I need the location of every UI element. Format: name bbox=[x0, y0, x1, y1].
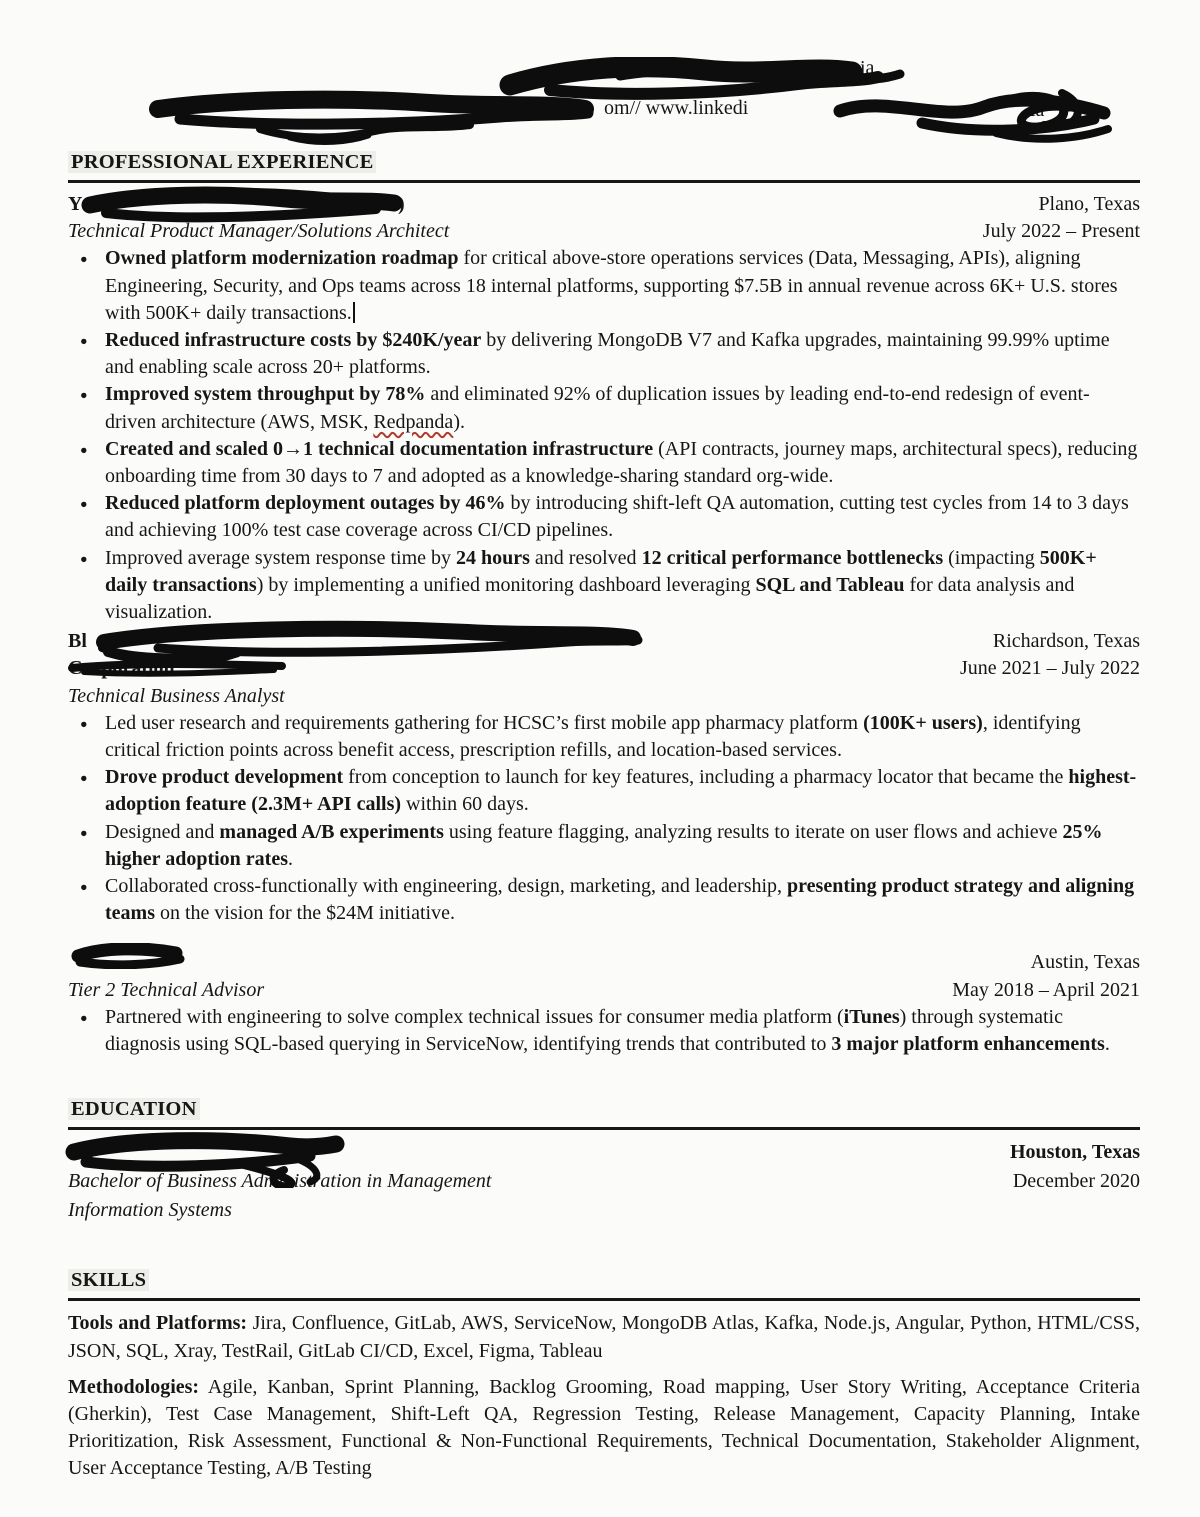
job1-company bbox=[68, 191, 405, 218]
text-segment: from conception to launch for key features, including a pharmacy locator that became the bbox=[343, 766, 1069, 789]
methodologies-paragraph bbox=[68, 1374, 1140, 1483]
bullet-item bbox=[68, 381, 1140, 435]
text-segment: (impacting bbox=[943, 546, 1040, 569]
resume-header bbox=[68, 55, 1140, 151]
education-date: December 2020 bbox=[1012, 1170, 1140, 1193]
text-segment: on the vision for the $24M initiative. bbox=[154, 902, 455, 925]
tools-list: Jira, Confluence, GitLab, AWS, ServiceNow, MongoDB Atlas, Kafka, Node.js, Angular, Python, HTML/CSS, JSON, SQL, Xray, TestRail, GitLab CI/CD, Excel, Figma, Tableau bbox=[68, 1312, 1140, 1362]
job2-location: Richardson, Texas bbox=[992, 630, 1140, 653]
job2-title-row bbox=[68, 683, 1140, 710]
job3-title: Tier 2 Technical Advisor bbox=[68, 978, 265, 1001]
bullet-item bbox=[68, 327, 1140, 381]
job1-title-row bbox=[68, 218, 1140, 245]
job1-title: Technical Product Manager/Solutions Architect bbox=[68, 220, 450, 243]
name-fragment: ia bbox=[860, 57, 875, 79]
text-segment: Designed and bbox=[105, 820, 220, 843]
text-segment: and eliminated 92% of duplication issues by leading end-to-end redesign of event-driven architecture (AWS, MSK, bbox=[105, 383, 1090, 433]
job2-dates: June 2021 – July 2022 bbox=[960, 657, 1140, 680]
degree-row bbox=[68, 1167, 1140, 1196]
bullet-item bbox=[68, 490, 1140, 544]
job3-bullets bbox=[68, 1004, 1140, 1058]
school-name bbox=[68, 1138, 368, 1167]
text-segment: Collaborated cross-functionally with engineering, design, marketing, and leadership, bbox=[105, 875, 788, 898]
degree-line2: Information Systems bbox=[68, 1199, 232, 1222]
text-segment: highest-adoption feature (2.3M+ API calls) bbox=[105, 766, 1137, 816]
contact-visible-text: om// www.linkedi bbox=[604, 97, 749, 119]
education-location: Houston, Texas bbox=[1009, 1141, 1140, 1164]
methodologies-label: Methodologies: bbox=[68, 1375, 200, 1398]
bullet-item bbox=[68, 873, 1140, 927]
text-segment: , identifying critical friction points across benefit access, prescription refills, and location-based services. bbox=[105, 711, 1081, 762]
text-segment: using feature flagging, analyzing results to iterate on user flows and achieve bbox=[443, 820, 1063, 843]
text-segment: . bbox=[1104, 1033, 1110, 1056]
text-segment: 24 hours bbox=[456, 546, 530, 569]
text-segment: Created and scaled 0→1 technical documentation infrastructure bbox=[105, 437, 654, 460]
job1-location: Plano, Texas bbox=[1038, 193, 1140, 215]
bullet-item bbox=[68, 710, 1140, 764]
school-fragment: Un bbox=[68, 1141, 94, 1164]
methodologies-list: Agile, Kanban, Sprint Planning, Backlog Grooming, Road mapping, User Story Writing, Acceptance Criteria (Gherkin), Test Case Management, Shift-Left QA, Regression Testing, Release Management, Capacity Planning, Intake Prioritization, Risk Assessment, Functional & Non-Functional Requirements, Technical Documentation, Stakeholder Alignment, User Acceptance Testing, A/B Testing bbox=[68, 1375, 1140, 1480]
text-segment: ). bbox=[453, 410, 465, 433]
text-segment: (API contracts, journey maps, architectural specs), reducing onboarding time from 30 days to 7 and adopted as a knowledge-sharing standard org-wide. bbox=[105, 437, 1138, 488]
job1-bullets bbox=[68, 245, 1140, 626]
degree-line1: Bachelor of Business Administration in Management bbox=[68, 1170, 492, 1193]
text-segment: 3 major platform enhancements bbox=[831, 1033, 1105, 1056]
tools-paragraph bbox=[68, 1310, 1140, 1364]
text-segment: by delivering MongoDB V7 and Kafka upgrades, maintaining 99.99% uptime and enabling scale across 20+ platforms. bbox=[105, 329, 1110, 379]
job1-dates: July 2022 – Present bbox=[982, 220, 1140, 243]
text-segment: managed A/B experiments bbox=[219, 820, 444, 843]
misspelled-word: Redpanda bbox=[373, 410, 454, 433]
bullet-item bbox=[68, 245, 1140, 327]
text-segment: Improved average system response time by bbox=[105, 546, 457, 569]
text-segment: iTunes bbox=[843, 1005, 900, 1028]
bullet-item bbox=[68, 764, 1140, 818]
job2-company-row bbox=[68, 628, 1140, 655]
bullet-item bbox=[68, 545, 1140, 627]
text-segment: within 60 days. bbox=[401, 793, 529, 816]
company-fragment: Y bbox=[68, 193, 83, 215]
text-segment: by introducing shift-left QA automation, cutting test cycles from 14 to 3 days and achieving 100% test case coverage across CI/CD pipelines. bbox=[105, 492, 1129, 542]
bullet-item bbox=[68, 819, 1140, 873]
tools-label: Tools and Platforms: bbox=[68, 1312, 248, 1335]
job3-title-row bbox=[68, 977, 1140, 1004]
job2-company bbox=[68, 628, 87, 655]
text-caret bbox=[353, 302, 355, 323]
bullet-item bbox=[68, 436, 1140, 490]
text-segment: for data analysis and visualization. bbox=[105, 573, 1075, 624]
text-segment: presenting product strategy and aligning teams bbox=[105, 875, 1135, 925]
degree-row2 bbox=[68, 1196, 1140, 1225]
school-row bbox=[68, 1138, 1140, 1167]
section-heading-education: EDUCATION bbox=[68, 1098, 1140, 1130]
job1-company-row bbox=[68, 191, 1140, 218]
job3-location: Austin, Texas bbox=[1030, 951, 1140, 974]
text-segment: Drove product development bbox=[105, 766, 344, 789]
section-heading-experience: PROFESSIONAL EXPERIENCE bbox=[68, 151, 1140, 183]
redaction-scribble-contact-left bbox=[140, 87, 598, 145]
job2-company-row2 bbox=[68, 655, 1140, 682]
job2-bullets bbox=[68, 710, 1140, 928]
job2-company-line2: Corporation bbox=[68, 655, 175, 682]
text-segment: Led user research and requirements gathering for HCSC’s first mobile app pharmacy platform bbox=[105, 711, 864, 734]
text-segment: . bbox=[287, 847, 293, 870]
text-segment: Improved system throughput by 78% bbox=[105, 383, 426, 406]
skills-section bbox=[68, 1310, 1140, 1482]
text-segment: 500K+ daily transactions bbox=[105, 546, 1097, 596]
bullet-item bbox=[68, 1004, 1140, 1058]
contact-fragment-right: ia bbox=[1030, 99, 1045, 121]
education-section bbox=[68, 1138, 1140, 1225]
text-segment: Partnered with engineering to solve complex technical issues for consumer media platform ( bbox=[105, 1005, 844, 1028]
redaction-scribble-contact-right bbox=[826, 81, 1118, 147]
text-segment: Reduced platform deployment outages by 46% bbox=[105, 492, 506, 515]
redaction-scribble-company3 bbox=[68, 943, 186, 969]
text-segment: for critical above-store operations services (Data, Messaging, APIs), aligning Engineering, Security, and Ops teams across 18 internal platforms, supporting $7.5B in annual revenue across 6K+ U.S. stores with 500K+ daily transactions. bbox=[105, 247, 1118, 324]
text-segment: 25% higher adoption rates bbox=[105, 820, 1103, 870]
company-fragment: Bl bbox=[68, 630, 87, 653]
job2-title: Technical Business Analyst bbox=[68, 684, 285, 707]
company-fragment: ) bbox=[398, 193, 405, 215]
section-heading-skills: SKILLS bbox=[68, 1269, 1140, 1301]
text-segment: Reduced infrastructure costs by $240K/year bbox=[105, 329, 482, 352]
text-segment: SQL and Tableau bbox=[755, 573, 905, 596]
text-segment: ) by implementing a unified monitoring dashboard leveraging bbox=[256, 573, 756, 596]
job3-company bbox=[68, 941, 198, 968]
job3-dates: May 2018 – April 2021 bbox=[952, 978, 1140, 1001]
text-segment: (100K+ users) bbox=[863, 711, 983, 734]
text-segment: 12 critical performance bottlenecks bbox=[641, 546, 944, 569]
job3-company-row bbox=[68, 941, 1140, 976]
text-segment: Owned platform modernization roadmap bbox=[105, 247, 459, 270]
text-segment: and resolved bbox=[529, 546, 642, 569]
text-segment: ) through systematic diagnosis using SQL-based querying in ServiceNow, identifying trends that contributed to bbox=[105, 1005, 1063, 1056]
